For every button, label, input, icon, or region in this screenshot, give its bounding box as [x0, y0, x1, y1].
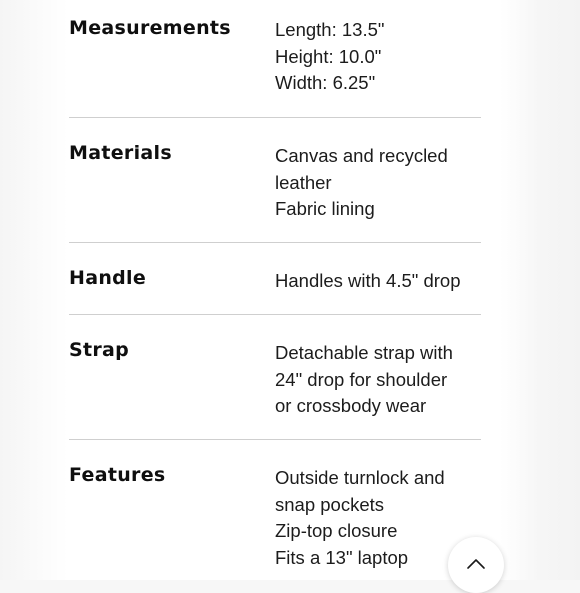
- spec-value: [275, 143, 485, 223]
- spec-value: [275, 268, 485, 295]
- spec-row-features: [69, 440, 481, 580]
- spec-label: Handle: [69, 267, 147, 289]
- spec-value-line: Fits a 13" laptop: [275, 546, 409, 568]
- spec-value-line: Detachable strap with: [275, 342, 453, 363]
- scroll-to-top-button[interactable]: [448, 537, 504, 593]
- spec-value: [275, 17, 485, 97]
- spec-value-line: 24" drop for shoulder: [275, 368, 448, 390]
- spec-value-line: Outside turnlock and: [275, 467, 445, 488]
- spec-value-line: Handles with 4.5" drop: [275, 270, 461, 291]
- spec-label: Features: [69, 464, 166, 486]
- spec-row-strap: [69, 315, 481, 440]
- spec-label: Measurements: [69, 17, 231, 39]
- spec-value-line: Canvas and recycled: [275, 145, 448, 166]
- spec-value-line: Height: 10.0": [275, 45, 382, 67]
- spec-value-line: snap pockets: [275, 493, 385, 515]
- spec-row-materials: [69, 118, 481, 243]
- spec-value: [275, 340, 485, 420]
- spec-value-line: or crossbody wear: [275, 395, 427, 416]
- spec-value-line: Zip-top closure: [275, 520, 398, 541]
- spec-value-line: Width: 6.25": [275, 72, 376, 93]
- spec-row-measurements: [69, 0, 481, 118]
- spec-label: Materials: [69, 142, 172, 164]
- spec-value-line: leather: [275, 171, 332, 193]
- spec-value-line: Length: 13.5": [275, 19, 385, 40]
- spec-value-line: Fabric lining: [275, 198, 375, 219]
- spec-label: Strap: [69, 339, 130, 361]
- spec-row-handle: [69, 243, 481, 315]
- chevron-up-icon: [466, 558, 486, 570]
